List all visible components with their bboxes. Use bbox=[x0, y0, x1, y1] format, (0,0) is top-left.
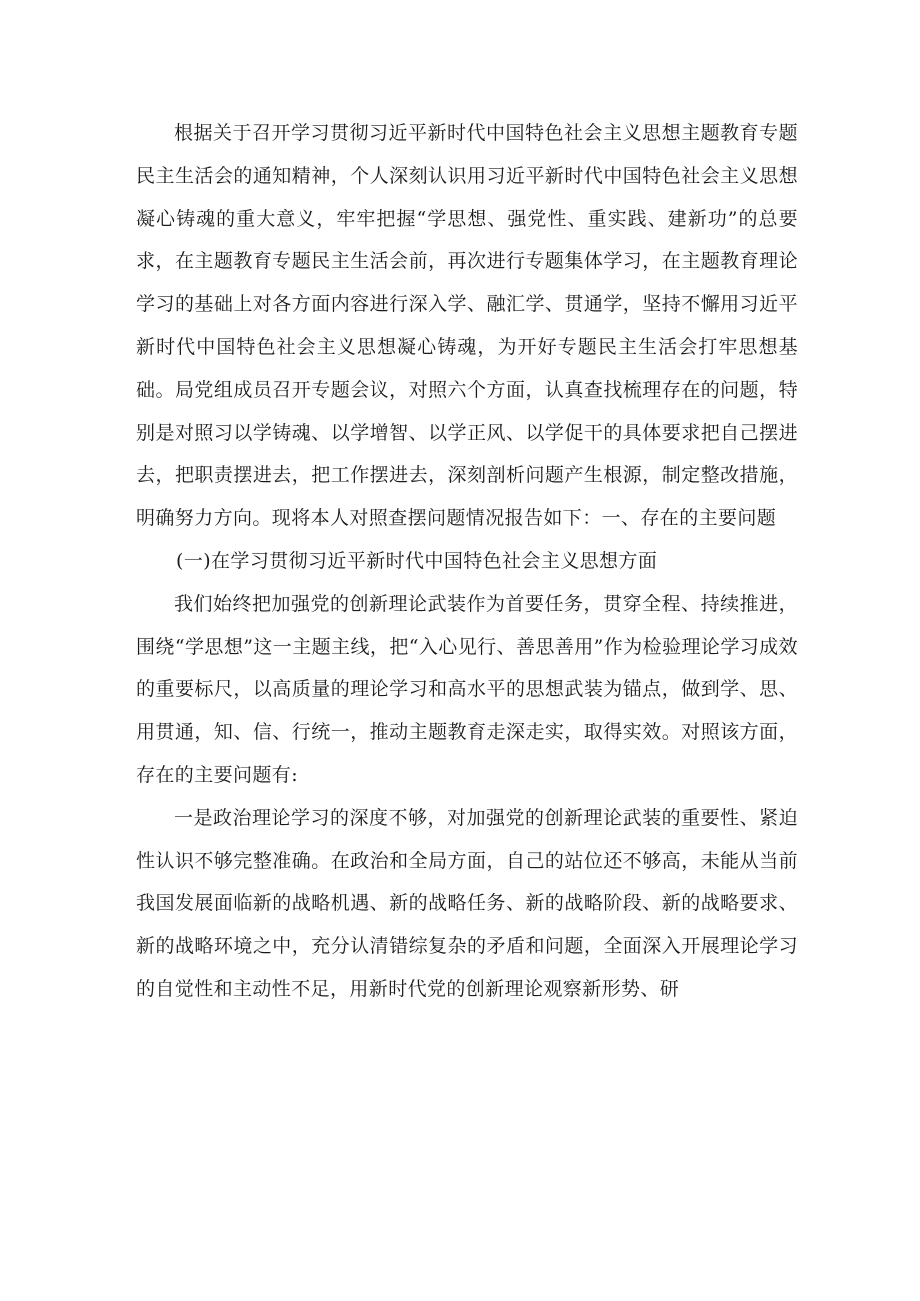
section-heading: (一)在学习贯彻习近平新时代中国特色社会主义思想方面 bbox=[176, 549, 658, 572]
document-body bbox=[136, 112, 798, 1011]
intro-paragraph: 根据关于召开学习贯彻习近平新时代中国特色社会主义思想主题教育专题民主生活会的通知精神，个人深刻认识用习近平新时代中国特色社会主义思想凝心铸魂的重大意义，牢牢把握“学思想、强党性、重实践、建新功”的总要求，在主题教育专题民主生活会前，再次进行专题集体学习，在主题教育理论学习的基础上对各方面内容进行深入学、融汇学、贯通学，坚持不懈用习近平新时代中国特色社会主义思想凝心铸魂，为开好专题民主生活会打牢思想基础。局党组成员召开专题会议，对照六个方面，认真查找梳理存在的问题，特别是对照习以学铸魂、以学增智、以学正风、以学促干的具体要求把自己摆进去，把职责摆进去，把工作摆进去，深刻剖析问题产生根源，制定整改措施，明确努力方向。现将本人对照查摆问题情况报告如下：一、存在的主要问题 bbox=[136, 122, 798, 530]
section-body-paragraph: 我们始终把加强党的创新理论武装作为首要任务，贯穿全程、持续推进，围绕“学思想”这一主题主线，把“入心见行、善思善用”作为检验理论学习成效的重要标尺，以高质量的理论学习和高水平的思想武装为锚点，做到学、思、用贯通，知、信、行统一，推动主题教育走深走实，取得实效。对照该方面，存在的主要问题有: bbox=[136, 592, 798, 786]
issue-one-paragraph: 一是政治理论学习的深度不够，对加强党的创新理论武装的重要性、紧迫性认识不够完整准确。在政治和全局方面，自己的站位还不够高，未能从当前我国发展面临新的战略机遇、新的战略任务、新的战略阶段、新的战略要求、新的战略环境之中，充分认清错综复杂的矛盾和问题，全面深入开展理论学习的自觉性和主动性不足，用新时代党的创新理论观察新形势、研 bbox=[136, 806, 798, 1000]
